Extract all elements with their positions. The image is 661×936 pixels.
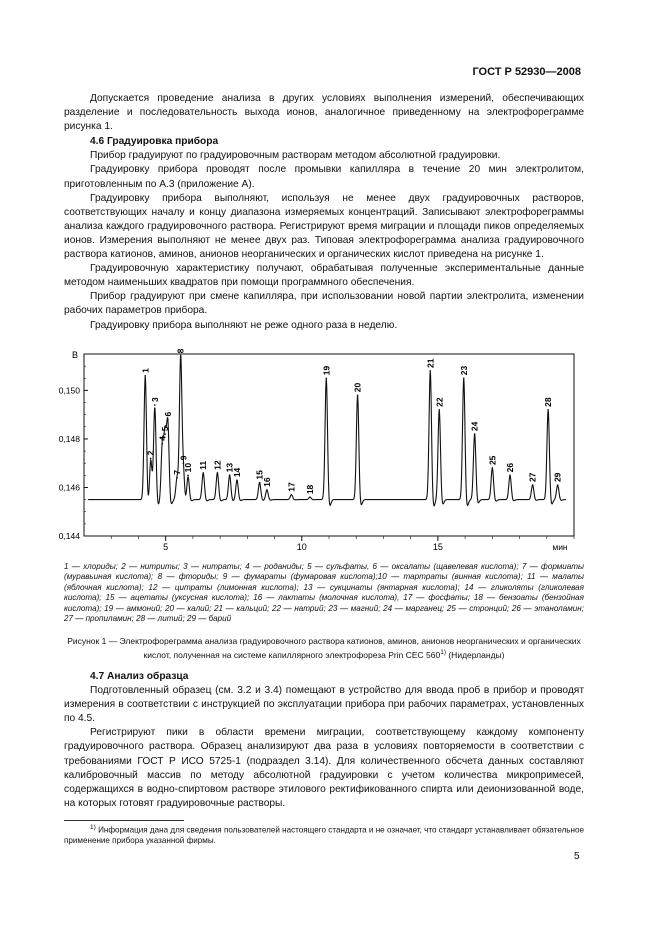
- figure-caption: [64, 636, 584, 661]
- peak-label: 4: [157, 436, 168, 441]
- peak-apex: [236, 479, 238, 481]
- peak-apex: [217, 472, 219, 474]
- top-text: [64, 92, 584, 333]
- peak-apex: [229, 475, 231, 477]
- peak-label: 1: [140, 368, 151, 373]
- paragraph-conditions: Допускается проведение анализа в других условиях выполнения измерений, обеспечивающих разделение и последовательность выхода ионов, аналогичное приведенному на электрофореграмме рисунка 1.: [64, 93, 584, 133]
- paragraph-peak-registration: Регистрируют пики в области времени миграции, соответствующему каждому компоненту градуировочного раствора. Образец анализируют два раза в условиях повторяемости в соответствии с требованиями ГОСТ Р ИСО 5725-1 (подраздел 3.14). Для количественного обсчета данных составляют калибровочный массив по методу абсолютной градуировки с учетом количества микропримесей, содержащихся в водно-спиртовом растворе этилового ректификованного спирта или деионизованной воде, на которых готовят градуировочные растворы.: [64, 727, 584, 809]
- peak-apex: [154, 404, 156, 406]
- peak-apex: [176, 477, 178, 479]
- bottom-text: [64, 670, 584, 811]
- y-tick-label: 0,146: [58, 482, 80, 493]
- chart-axes: [59, 350, 574, 552]
- peak-apex: [547, 409, 549, 411]
- peak-apex: [266, 489, 268, 491]
- peak-apex: [474, 433, 476, 435]
- peak-label: 9: [178, 455, 189, 461]
- figure-caption-text: Рисунок 1 — Электрофореграмма анализа градуировочного раствора катионов, аминов, анионов неорганических и органических кислот, полученная на системе капиллярного электрофореза Prin CEC 560: [67, 636, 581, 660]
- paragraph-calibration-wash: Градуировку прибора проводят после промывки капилляра в течение 20 мин электролитом, приготовленным по А.3 (приложение А).: [64, 164, 584, 190]
- peak-label: 24: [469, 421, 480, 432]
- paragraph-calibration-solutions: Градуировку прибора выполняют, используя не менее двух градуировочных растворов, соответствующих началу и концу диапазона измеряемых концентраций. Записывают электрофореграммы анализа каждого градуировочного раствора. Регистрируют время миграции и площади пиков определяемых ионов. Измерения выполняют не менее двух раз. Типовая электрофореграмма анализа градуировочного раствора катионов, аминов, анионов неорганических и органических кислот приведена на рисунке 1.: [64, 192, 584, 261]
- paragraph-sample-input: Подготовленный образец (см. 3.2 и 3.4) помещают в устройство для ввода проб в прибор и проводят измерения в соответствии с инструкцией по эксплуатации прибора при рабочих параметрах, установленных по 4.5.: [64, 685, 584, 725]
- footnote-mark: 1): [90, 824, 96, 831]
- figure-caption-footnote-mark: 1): [440, 649, 446, 656]
- page-number: 5: [574, 851, 580, 862]
- peak-apex: [144, 375, 146, 377]
- peak-label: 11: [198, 460, 209, 470]
- peak-apex: [150, 458, 152, 460]
- footnote-rule: [64, 820, 184, 821]
- x-tick-label: 5: [163, 542, 169, 552]
- peak-label: 14: [231, 467, 242, 478]
- x-tick-label: 15: [432, 542, 443, 552]
- peak-label: 26: [505, 462, 516, 473]
- peak-apex: [532, 484, 534, 486]
- paragraph-calibration-triggers: Прибор градуируют при смене капилляра, при использовании новой партии электролита, изменении рабочих параметров прибора.: [64, 291, 584, 317]
- peak-label: 25: [487, 455, 498, 466]
- peak-label: 20: [352, 382, 363, 393]
- footnote: [64, 823, 584, 847]
- peak-label: 10: [182, 462, 193, 473]
- peak-label: 15: [254, 470, 265, 480]
- peak-apex: [187, 475, 189, 477]
- peak-apex: [164, 433, 166, 435]
- figure-caption-tail: (Нидерланды): [445, 649, 505, 660]
- paragraph-calibration-method: Прибор градуируют по градуировочным растворам методом абсолютной градуировки.: [90, 150, 501, 162]
- peak-apex: [438, 409, 440, 411]
- peak-label: 7: [172, 470, 183, 475]
- electropherogram-chart: [44, 346, 584, 560]
- peak-label: 6: [162, 411, 173, 417]
- peak-label: 12: [212, 460, 223, 470]
- paragraph-calibration-frequency: Градуировку прибора выполняют не реже одного раза в неделю.: [90, 319, 398, 331]
- peak-legend: 1 — хлориды; 2 — нитриты; 3 — нитраты; 4 — роданиды; 5 — сульфаты, 6 — оксалаты (щавелевая кислота); 7 — формиаты (муравьиная кислота); 8 — фториды; 9 — фумараты (фумаровая кислота);10 — тартраты (винная кислота); 11 — малаты (яблочная кислота); 12 — цитраты (лимонная кислота); 13 — сукцинаты (янтарная кислота); 14 — гликоляты (гликолевая кислота); 15 — ацетаты (уксусная кислота); 16 — лактаты (молочная кислота), 17 — фосфаты; 18 — бензоаты (бензойная кислота); 19 — аммоний; 20 — калий; 21 — кальций; 22 — натрий; 23 — магний; 24 — марганец; 25 — стронций; 26 — этаноламин; 27 — пропиламин; 28 — литий; 29 — барий: [64, 562, 584, 624]
- peak-apex: [291, 494, 293, 496]
- peak-apex: [492, 467, 494, 469]
- peak-label: 23: [458, 365, 469, 376]
- peak-apex: [557, 484, 559, 486]
- y-axis-label: В: [71, 350, 78, 360]
- peak-label: 18: [304, 484, 315, 495]
- plot-frame: [84, 354, 574, 536]
- peak-label: 27: [527, 472, 538, 483]
- peak-label: 5: [160, 426, 171, 432]
- peak-label: 13: [224, 462, 235, 473]
- peak-apex: [357, 394, 359, 396]
- peak-apex: [325, 377, 327, 379]
- peak-apex: [180, 356, 182, 358]
- peak-label: 8: [175, 348, 186, 354]
- peak-apex: [463, 377, 465, 379]
- x-tick-label: 10: [296, 542, 307, 552]
- standard-header: ГОСТ Р 52930—2008: [472, 66, 581, 78]
- x-axis-label: мин: [552, 542, 568, 552]
- peak-label: 2: [145, 450, 156, 456]
- peak-label: 16: [261, 477, 272, 487]
- peak-apex: [167, 419, 169, 421]
- y-tick-label: 0,148: [58, 433, 80, 444]
- peak-label: 17: [286, 482, 297, 492]
- y-tick-label: 0,144: [58, 531, 80, 541]
- peak-apex: [429, 370, 431, 372]
- paragraph-calibration-characteristic: Градуировочную характеристику получают, обрабатывая полученные экспериментальные данные методом наименьших квадратов при помощи программного обеспечения.: [64, 263, 584, 289]
- footnote-text: Информация дана для сведения пользователей настоящего стандарта и не означает, что стандарт устанавливает обязательное применение прибора указанной фирмы.: [64, 825, 584, 846]
- y-tick-label: 0,150: [58, 385, 80, 396]
- peak-label: 3: [149, 397, 160, 402]
- peak-label: 19: [321, 365, 332, 376]
- section-4-6-heading: 4.6 Градуировка прибора: [90, 136, 219, 148]
- peak-apex: [162, 443, 164, 445]
- peak-label: 28: [543, 397, 554, 407]
- peak-apex: [259, 482, 261, 484]
- peak-apex: [309, 496, 311, 498]
- peak-apex: [509, 475, 511, 477]
- peak-apex: [202, 472, 204, 474]
- peak-label: 22: [434, 397, 445, 407]
- section-4-7-heading: 4.7 Анализ образца: [90, 671, 189, 682]
- peak-label: 21: [425, 358, 436, 368]
- peak-label: 29: [552, 472, 563, 483]
